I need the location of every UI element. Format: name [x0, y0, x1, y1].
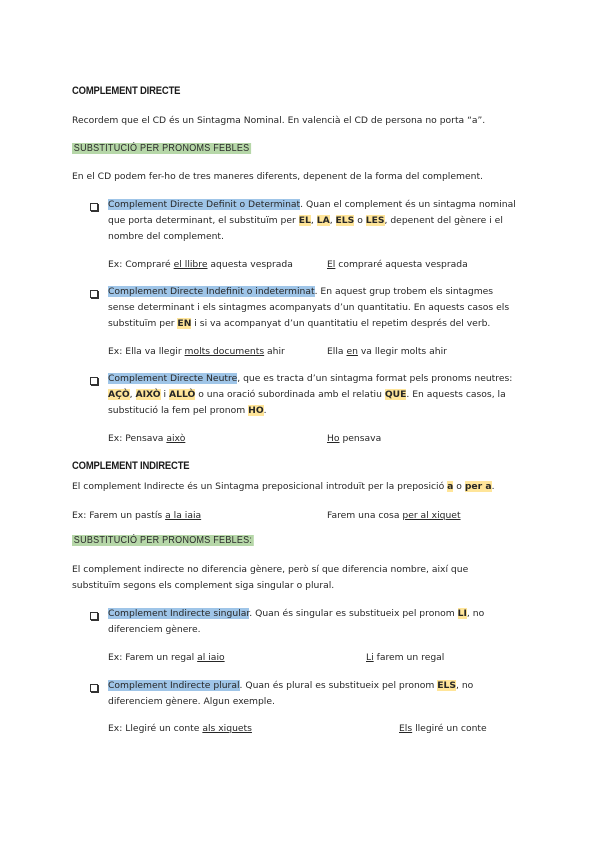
subheading-substitucio-cd: SUBSTITUCIÓ PER PRONOMS FEBLES	[73, 143, 250, 154]
bullet-ci-singular-line-2: diferenciem gènere.	[108, 624, 201, 635]
example-ci-plural: Ex: Llegiré un conte als xiquets	[108, 723, 252, 734]
bullet-indefinit-line-3: substituïm per EN i si va acompanyat d’un quantitatiu el repetim després del verb.	[108, 318, 491, 329]
paragraph-ci-intro: El complement Indirecte és un Sintagma preposicional introduït per la preposició a o per a.	[72, 481, 495, 492]
paragraph-ci-line-2: substituïm segons els complement siga singular o plural.	[72, 580, 335, 591]
pronoun-aco: AÇÒ	[108, 389, 130, 400]
pronoun-les: LES	[365, 215, 385, 226]
bullet-neutre-line-3: substitució la fem pel pronom HO.	[108, 405, 267, 416]
paragraph-cd-ways: En el CD podem fer-ho de tres maneres diferents, depenent de la forma del complement.	[72, 171, 483, 182]
bullet-ci-plural-line-2: diferenciem gènere. Algun exemple.	[108, 696, 275, 707]
term-ci-singular: Complement Indirecte singular	[108, 608, 250, 619]
substitution-definit: El compraré aquesta vesprada	[327, 259, 468, 270]
substitution-ci-plural: Els llegiré un conte	[399, 723, 487, 734]
relative-que: QUE	[384, 389, 407, 400]
substitution-neutre: Ho pensava	[327, 433, 382, 444]
checkbox-bullet-icon	[90, 684, 98, 692]
heading-complement-directe: COMPLEMENT DIRECTE	[72, 85, 181, 97]
preposition-per-a: per a	[464, 481, 492, 492]
pronoun-ho: HO	[248, 405, 264, 416]
example-ci-second: Farem una cosa per al xiquet	[327, 510, 461, 521]
pronoun-els: ELS	[335, 215, 355, 226]
checkbox-bullet-icon	[90, 203, 98, 211]
checkbox-bullet-icon	[90, 612, 98, 620]
heading-complement-indirecte: COMPLEMENT INDIRECTE	[72, 460, 190, 472]
example-indefinit: Ex: Ella va llegir molts documents ahir	[108, 346, 285, 357]
term-cd-indefinit: Complement Directe Indefinit o indeterminat	[108, 286, 315, 297]
bullet-definit-line-1: Complement Directe Definit o Determinat. Quan el complement és un sintagma nominal	[108, 199, 516, 210]
pronoun-els: ELS	[437, 680, 457, 691]
pronoun-li: LI	[457, 608, 467, 619]
paragraph-cd-intro: Recordem que el CD és un Sintagma Nominal. En valencià el CD de persona no porta “a”.	[72, 115, 486, 126]
bullet-neutre-line-2: AÇÒ, AIXÒ i ALLÒ o una oració subordinada amb el relatiu QUE. En aquests casos, la	[108, 389, 506, 400]
pronoun-aixo: AIXÒ	[135, 389, 161, 400]
paragraph-ci-line-1: El complement indirecte no diferencia gènere, però sí que diferencia nombre, així que	[72, 564, 469, 575]
bullet-neutre-line-1: Complement Directe Neutre, que es tracta d’un sintagma format pels pronoms neutres:	[108, 373, 513, 384]
pronoun-allo: ALLÒ	[169, 389, 196, 400]
bullet-indefinit-line-1: Complement Directe Indefinit o indeterminat. En aquest grup trobem els sintagmes	[108, 286, 494, 297]
bullet-ci-plural-line-1: Complement Indirecte plural. Quan és plural es substitueix pel pronom ELS, no	[108, 680, 474, 691]
pronoun-el: EL	[298, 215, 311, 226]
term-ci-plural: Complement Indirecte plural	[108, 680, 240, 691]
bullet-indefinit-line-2: sense determinant i els sintagmes acompanyats d’un quantitatiu. En aquests casos els	[108, 302, 510, 313]
example-definit: Ex: Compraré el llibre aquesta vesprada	[108, 259, 293, 270]
substitution-indefinit: Ella en va llegir molts ahir	[327, 346, 447, 357]
example-ci-singular: Ex: Farem un regal al iaio	[108, 652, 225, 663]
example-neutre: Ex: Pensava això	[108, 433, 186, 444]
example-ci: Ex: Farem un pastís a la iaia	[72, 510, 202, 521]
bullet-ci-singular-line-1: Complement Indirecte singular. Quan és singular es substitueix pel pronom LI, no	[108, 608, 485, 619]
bullet-definit-line-3: nombre del complement.	[108, 231, 224, 242]
substitution-ci-singular: Li farem un regal	[366, 652, 445, 663]
bullet-definit-line-2: que porta determinant, el substituïm per EL, LA, ELS o LES, depenent del gènere i el	[108, 215, 503, 226]
pronoun-en: EN	[177, 318, 192, 329]
subheading-substitucio-ci: SUBSTITUCIÓ PER PRONOMS FEBLES:	[73, 535, 253, 546]
term-cd-definit: Complement Directe Definit o Determinat	[108, 199, 301, 210]
preposition-a: a	[447, 481, 454, 492]
pronoun-la: LA	[316, 215, 330, 226]
checkbox-bullet-icon	[90, 290, 98, 298]
term-cd-neutre: Complement Directe Neutre	[108, 373, 238, 384]
checkbox-bullet-icon	[90, 377, 98, 385]
